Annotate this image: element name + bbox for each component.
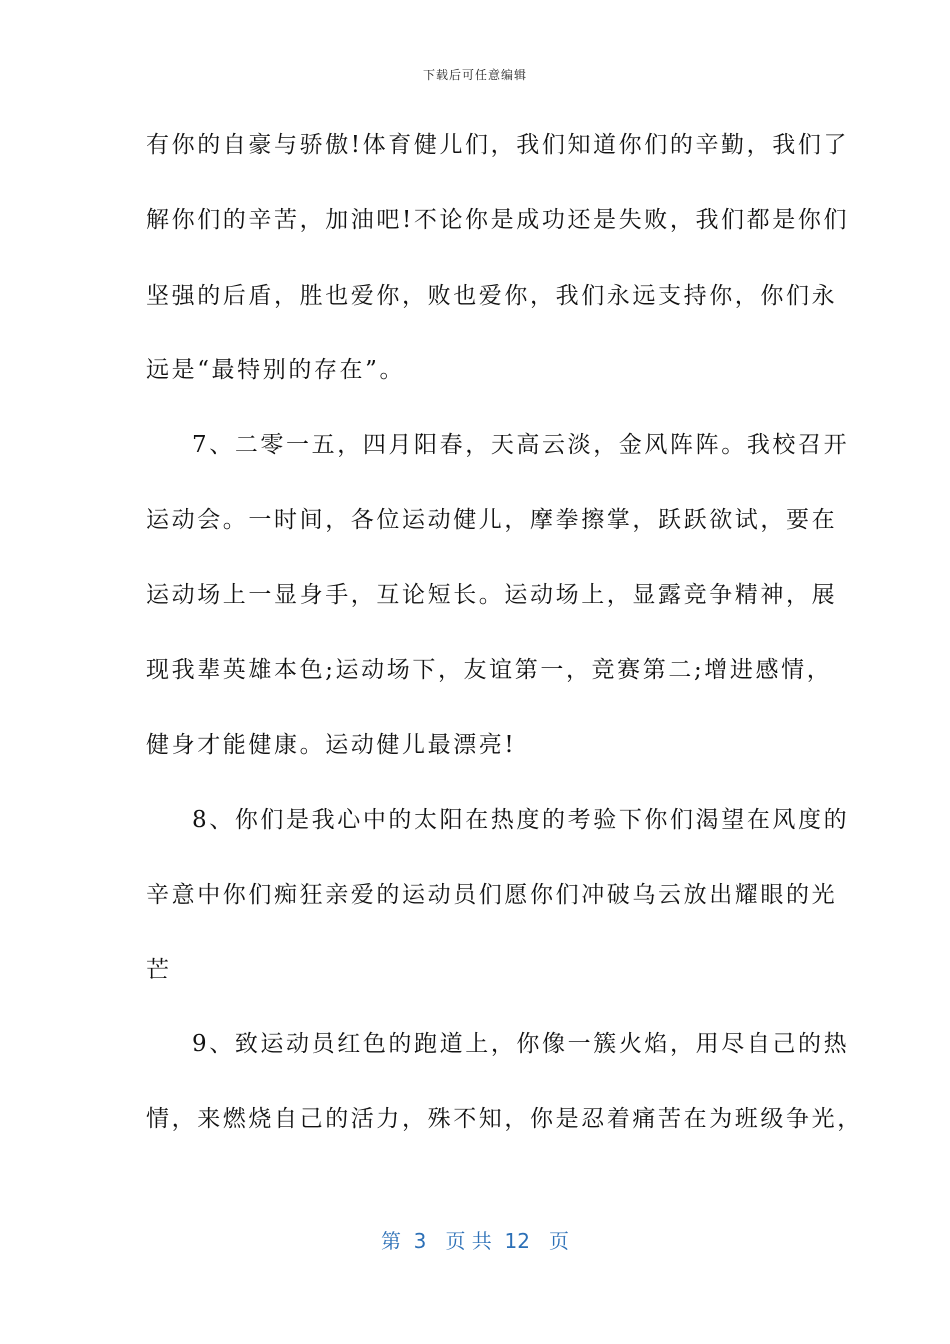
text-line: 有你的自豪与骄傲!体育健儿们，我们知道你们的辛勤，我们了 [146, 132, 850, 158]
page-number-footer: 第 3 页 共 12 页 [380, 1229, 570, 1253]
text-line: 运动场上一显身手，互论短长。运动场上，显露竞争精神，展 [146, 582, 838, 608]
text-line: 运动会。一时间，各位运动健儿，摩拳擦掌，跃跃欲试，要在 [146, 507, 838, 533]
text-line: 健身才能健康。运动健儿最漂亮! [146, 732, 517, 758]
text-line: 现我辈英雄本色;运动场下，友谊第一，竞赛第二;增进感情， [146, 657, 833, 683]
text-line: 坚强的后盾，胜也爱你，败也爱你，我们永远支持你，你们永 [146, 283, 838, 309]
paragraph-start-line: 9、致运动员红色的跑道上，你像一簇火焰，用尽自己的热 [192, 1031, 850, 1057]
paragraph-start-line: 7、二零一五，四月阳春，天高云淡，金风阵阵。我校召开 [192, 432, 850, 458]
text-line: 解你们的辛苦，加油吧!不论你是成功还是失败，我们都是你们 [146, 207, 850, 233]
text-line: 辛意中你们痴狂亲爱的运动员们愿你们冲破乌云放出耀眼的光 [146, 882, 838, 908]
text-line: 芒 [146, 957, 172, 983]
text-line: 远是“最特别的存在”。 [146, 357, 406, 383]
page-header: 下载后可任意编辑 [422, 68, 527, 82]
paragraph-start-line: 8、你们是我心中的太阳在热度的考验下你们渴望在风度的 [192, 807, 850, 833]
text-line: 情，来燃烧自己的活力，殊不知，你是忍着痛苦在为班级争光， [146, 1106, 863, 1132]
